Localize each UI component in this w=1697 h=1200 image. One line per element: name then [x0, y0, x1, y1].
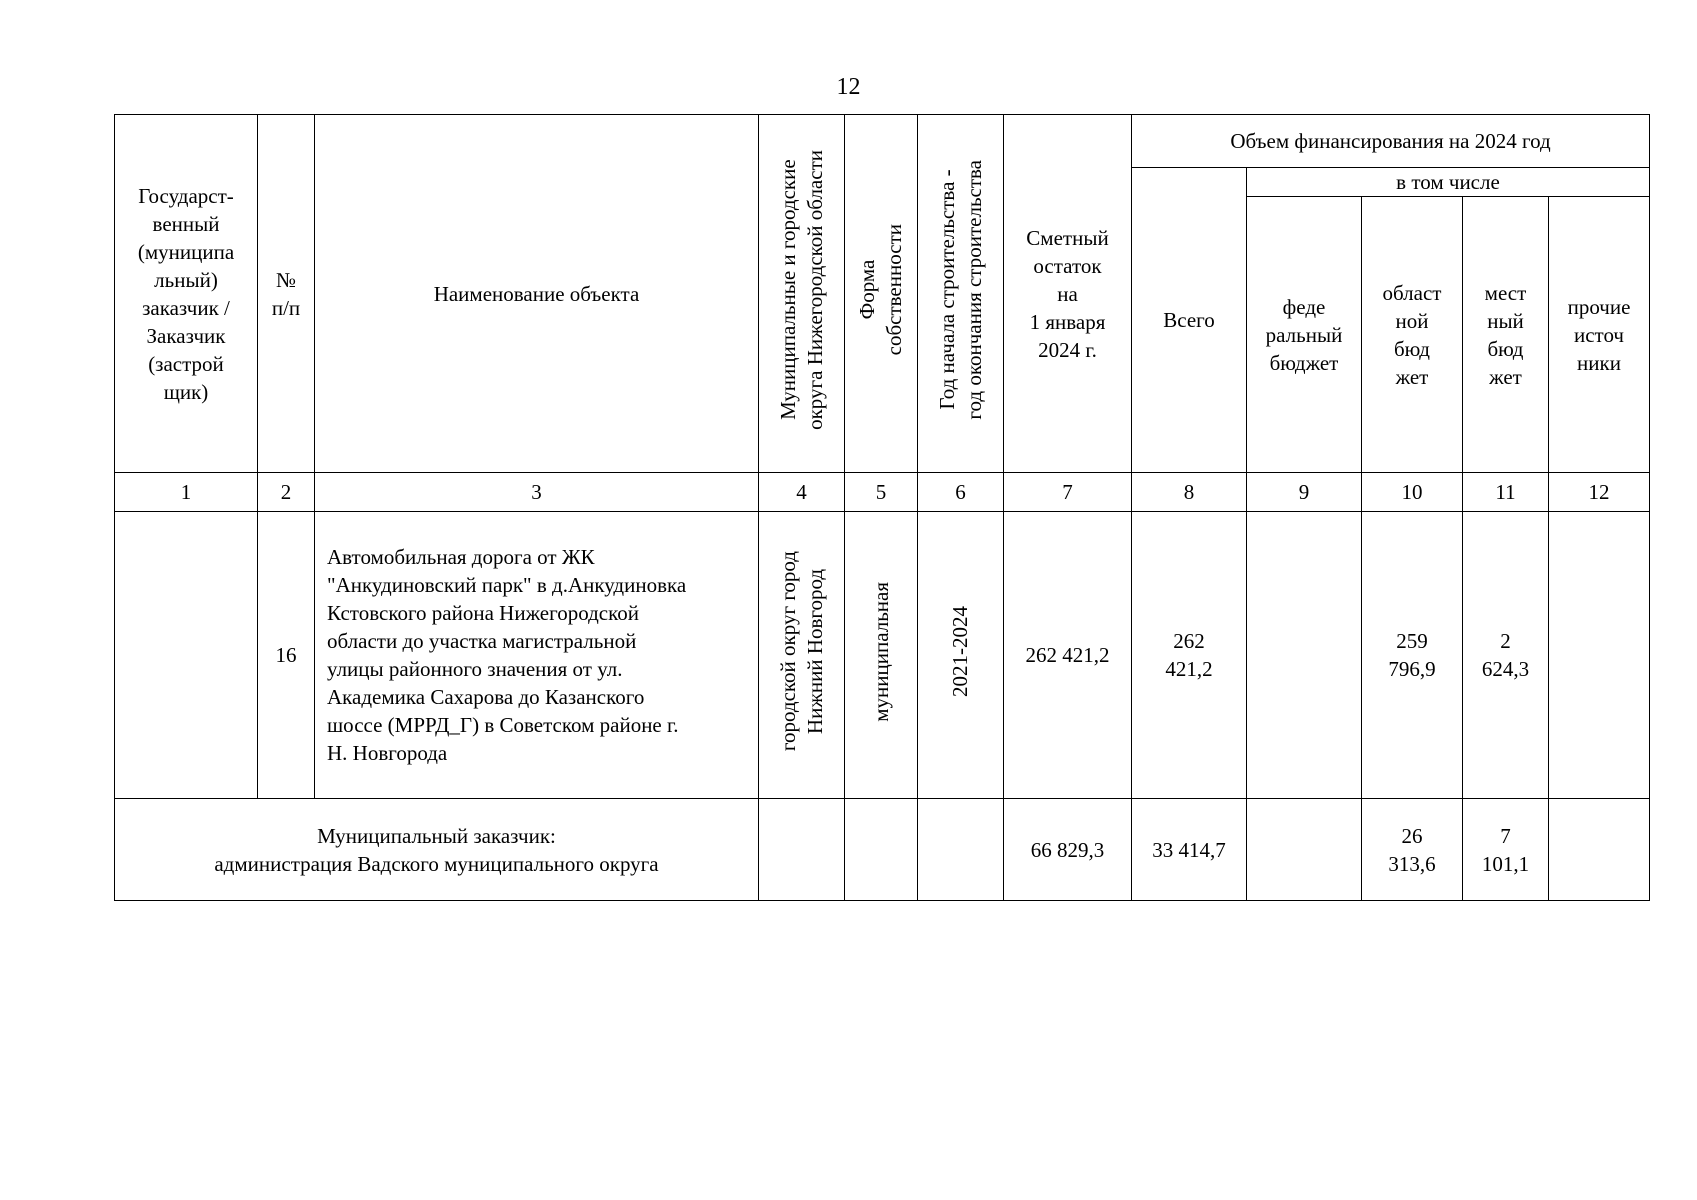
row-num: 16 — [258, 512, 315, 799]
column-number: 8 — [1132, 473, 1247, 512]
header-local: мест ный бюд жет — [1463, 197, 1549, 473]
header-object-name: Наименование объекта — [315, 115, 759, 473]
row-other — [1549, 512, 1650, 799]
summary-label: Муниципальный заказчик: администрация Вадского муниципального округа — [115, 799, 759, 901]
row-regional: 259 796,9 — [1362, 512, 1463, 799]
header-ownership: Форма собственности — [845, 115, 918, 473]
table-row — [115, 512, 1650, 799]
summary-municipality — [759, 799, 845, 901]
column-number: 4 — [759, 473, 845, 512]
header-regional: област ной бюд жет — [1362, 197, 1463, 473]
summary-years — [918, 799, 1004, 901]
header-total: Всего — [1132, 168, 1247, 473]
column-number: 11 — [1463, 473, 1549, 512]
row-total: 262 421,2 — [1132, 512, 1247, 799]
column-number: 3 — [315, 473, 759, 512]
row-local: 2 624,3 — [1463, 512, 1549, 799]
row-customer — [115, 512, 258, 799]
summary-ownership — [845, 799, 918, 901]
column-number: 6 — [918, 473, 1004, 512]
row-object-name: Автомобильная дорога от ЖК "Анкудиновский парк" в д.Анкудиновка Кстовского района Нижегородской области до участка магистральной улицы районного значения от ул. Академика Сахарова до Казанского шоссе (МРРД_Г) в Советском районе г. Н. Новгорода — [315, 512, 759, 799]
summary-regional: 26 313,6 — [1362, 799, 1463, 901]
column-number: 5 — [845, 473, 918, 512]
column-number: 1 — [115, 473, 258, 512]
header-years: Год начала строительства - год окончания строительства — [918, 115, 1004, 473]
header-including: в том числе — [1247, 168, 1650, 197]
financing-table — [114, 114, 1650, 901]
summary-estimated-balance: 66 829,3 — [1004, 799, 1132, 901]
header-funding-volume: Объем финансирования на 2024 год — [1132, 115, 1650, 168]
header-municipality: Муниципальные и городские округа Нижегородской области — [759, 115, 845, 473]
header-federal: феде ральный бюджет — [1247, 197, 1362, 473]
column-number: 10 — [1362, 473, 1463, 512]
header-num: № п/п — [258, 115, 315, 473]
summary-row — [115, 799, 1650, 901]
row-federal — [1247, 512, 1362, 799]
header-other: прочие источ ники — [1549, 197, 1650, 473]
column-numbers-row — [115, 473, 1650, 512]
row-ownership: муниципальная — [845, 512, 918, 799]
column-number: 9 — [1247, 473, 1362, 512]
header-row-1 — [115, 115, 1650, 168]
row-estimated-balance: 262 421,2 — [1004, 512, 1132, 799]
column-number: 7 — [1004, 473, 1132, 512]
row-years: 2021-2024 — [918, 512, 1004, 799]
row-municipality: городской округ город Нижний Новгород — [759, 512, 845, 799]
page-number: 12 — [836, 74, 861, 100]
summary-local: 7 101,1 — [1463, 799, 1549, 901]
header-customer: Государст- венный (муниципа льный) заказчик / Заказчик (застрой щик) — [115, 115, 258, 473]
column-number: 2 — [258, 473, 315, 512]
header-estimated-balance: Сметный остаток на 1 января 2024 г. — [1004, 115, 1132, 473]
summary-total: 33 414,7 — [1132, 799, 1247, 901]
summary-federal — [1247, 799, 1362, 901]
summary-other — [1549, 799, 1650, 901]
column-number: 12 — [1549, 473, 1650, 512]
